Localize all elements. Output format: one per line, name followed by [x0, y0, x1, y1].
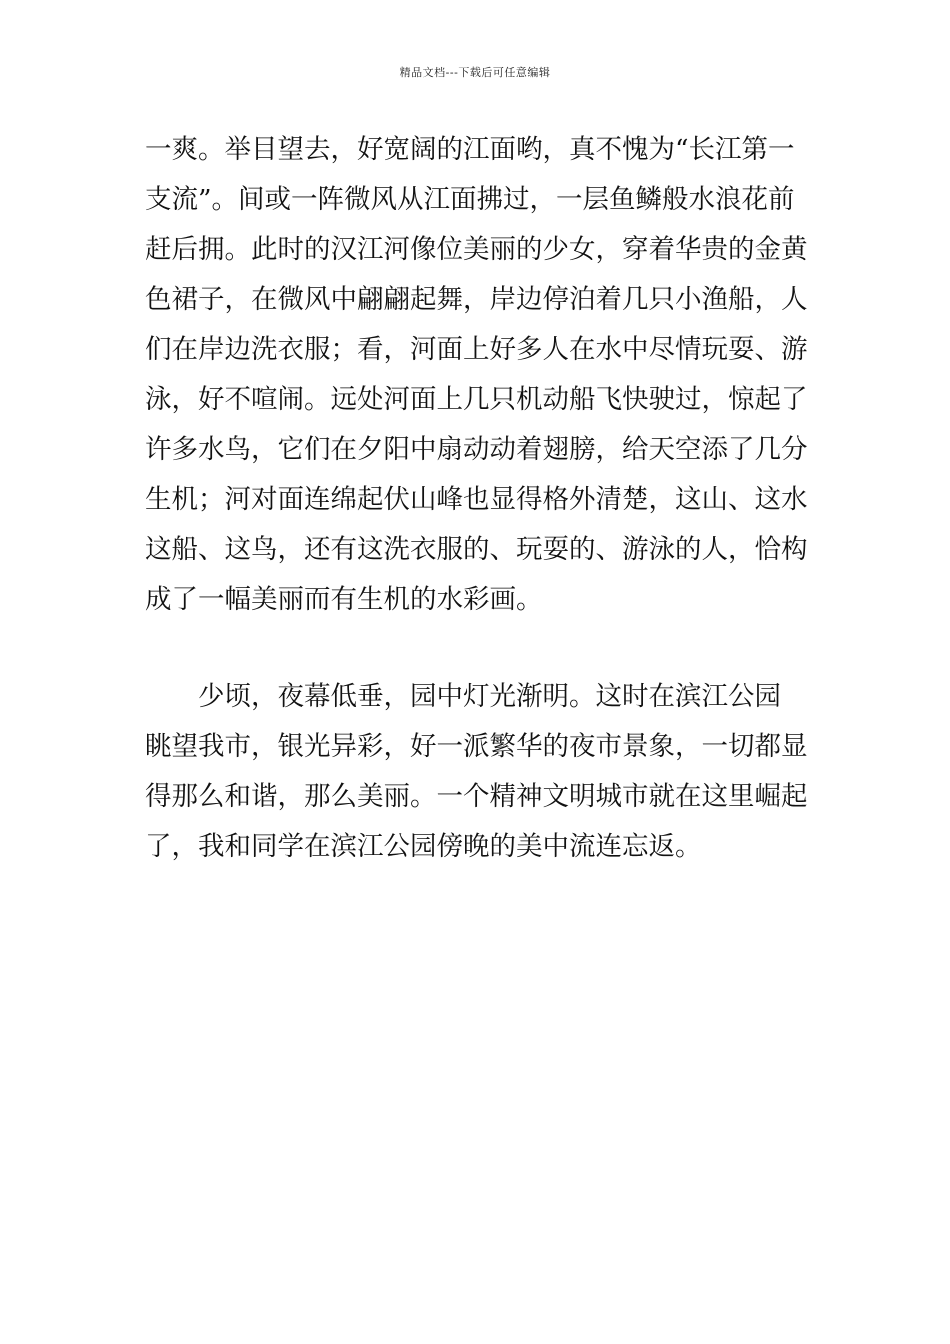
- text-line: 生机；河对面连绵起伏山峰也显得格外清楚，这山、这水: [145, 484, 808, 515]
- paragraph-1: [145, 125, 815, 625]
- page-header: 精品文档---下载后可任意编辑: [399, 66, 551, 79]
- text-line: 们在岸边洗衣服；看，河面上好多人在水中尽情玩耍、游: [145, 334, 808, 365]
- text-line: 得那么和谐，那么美丽。一个精神文明城市就在这里崛起: [145, 781, 808, 812]
- text-line: 色裙子，在微风中翩翩起舞，岸边停泊着几只小渔船，人: [145, 284, 808, 315]
- text-line: 了，我和同学在滨江公园傍晚的美中流连忘返。: [145, 831, 702, 862]
- text-line: 一爽。举目望去，好宽阔的江面哟，真不愧为“长江第一: [145, 134, 795, 165]
- text-line: 少顷，夜幕低垂，园中灯光渐明。这时在滨江公园: [145, 681, 781, 712]
- text-line: 赶后拥。此时的汉江河像位美丽的少女，穿着华贵的金黄: [145, 234, 808, 265]
- text-line: 眺望我市，银光异彩，好一派繁华的夜市景象，一切都显: [145, 731, 808, 762]
- text-line: 成了一幅美丽而有生机的水彩画。: [145, 584, 543, 615]
- paragraph-2: [145, 672, 815, 872]
- text-line: 许多水鸟，它们在夕阳中扇动动着翅膀，给天空添了几分: [145, 434, 808, 465]
- text-line: 支流”。间或一阵微风从江面拂过，一层鱼鳞般水浪花前: [145, 184, 795, 215]
- text-line: 泳，好不喧闹。远处河面上几只机动船飞快驶过，惊起了: [145, 384, 808, 415]
- text-line: 这船、这鸟，还有这洗衣服的、玩耍的、游泳的人，恰构: [145, 534, 808, 565]
